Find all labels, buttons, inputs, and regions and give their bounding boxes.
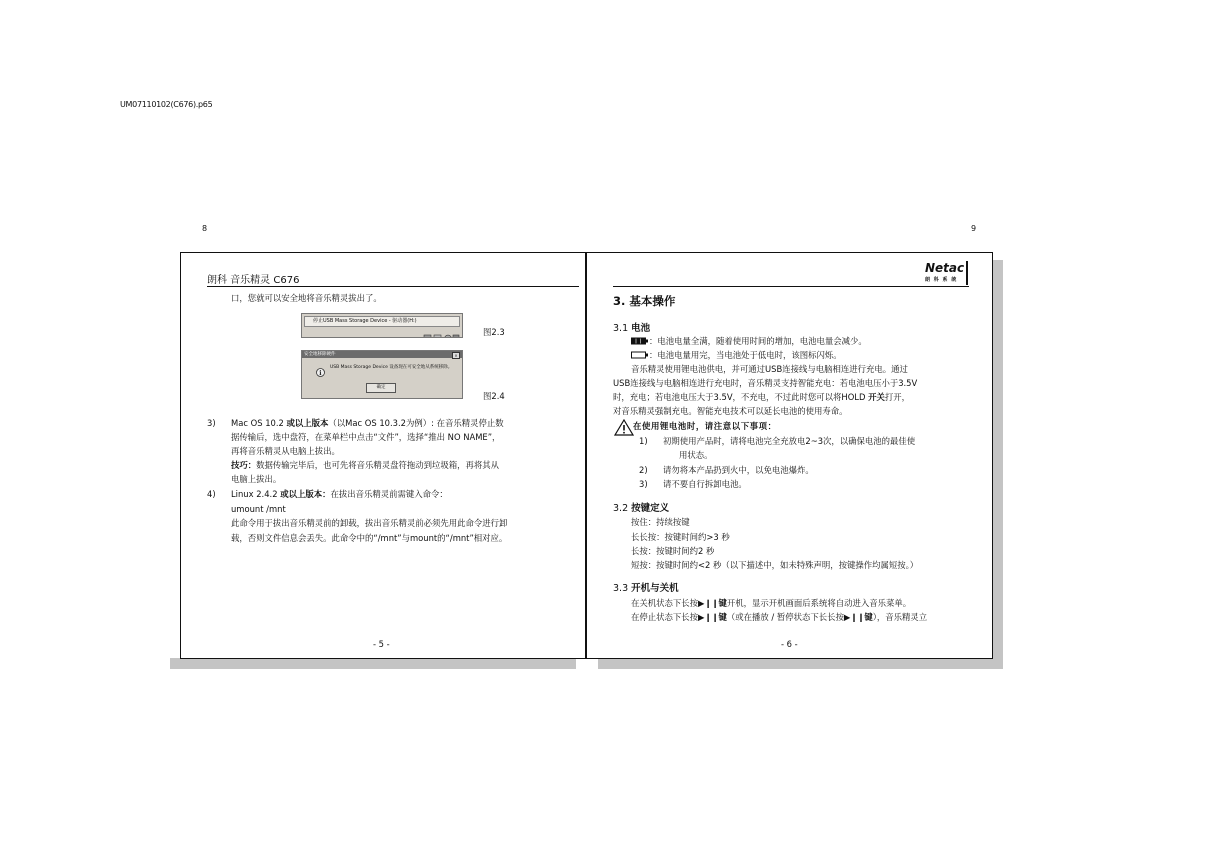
- dialog-title-bar: [302, 351, 462, 358]
- dialog-ok-button: 确定: [366, 383, 396, 393]
- item-4-line-3: 此命令用于拔出音乐精灵前的卸载，拔出音乐精灵前必须先用此命令进行卸: [231, 518, 508, 528]
- running-header: 朗科 音乐精灵 C676: [207, 275, 300, 286]
- warning-3-text: 请不要自行拆卸电池。: [663, 479, 747, 489]
- key-extra-long-press-definition: 长长按：按键时间约>3 秒: [631, 532, 730, 542]
- right-page-shadow-side: [993, 260, 1003, 669]
- key-long-press-definition: 长按：按键时间约2 秒: [631, 546, 715, 556]
- right-page-shadow: [598, 658, 1003, 669]
- warning-icon: [614, 419, 634, 436]
- battery-paragraph-line-2: USB连接线与电脑相连进行充电时，音乐精灵支持智能充电：若电池电压小于3.5V: [613, 378, 918, 388]
- dialog-message: USB Mass Storage Device 设备现在可安全地从系统移除。: [330, 365, 453, 370]
- battery-paragraph-line-3: 时，充电；若电池电压大于3.5V，不充电，不过此时您可以将HOLD 开关打开，: [613, 392, 910, 402]
- section-3-2-heading: 3.2 按键定义: [613, 503, 670, 514]
- play-pause-icon: ▶❙❙: [843, 612, 865, 622]
- right-header-rule: [613, 286, 969, 287]
- header-rule: [207, 286, 579, 287]
- battery-paragraph-line-4: 对音乐精灵强制充电。智能充电技术可以延长电池的使用寿命。: [613, 406, 848, 416]
- item-3-line-5: 电脑上拔出。: [231, 474, 282, 484]
- power-off-line: 在停止状态下长按▶❙❙键（或在播放 / 暂停状态下长长按▶❙❙键），音乐精灵立: [631, 612, 928, 622]
- section-title: 3. 基本操作: [613, 294, 676, 308]
- stop-device-balloon: 停止USB Mass Storage Device - 驱动器(H:): [304, 316, 460, 327]
- battery-warning-heading: 在使用锂电池时，请注意以下事项：: [633, 421, 777, 431]
- item-3-number: 3): [207, 418, 216, 428]
- figure-2-3-image: [301, 313, 463, 338]
- power-on-line: 在关机状态下长按▶❙❙键开机，显示开机画面后系统将自动进入音乐菜单。: [631, 598, 912, 608]
- netac-logo: Netac 朗 科 系 统: [925, 261, 965, 283]
- warning-2-number: 2): [639, 465, 648, 475]
- battery-full-icon: [631, 337, 649, 345]
- figure-2-4-image: [301, 350, 463, 399]
- play-pause-icon: ▶❙❙: [698, 598, 719, 608]
- item-3-line-2: 据传输后，选中盘符，在菜单栏中点击“文件”，选择“推出 NO NAME”，: [231, 432, 501, 442]
- item-3-tip: 技巧：数据传输完毕后，也可先将音乐精灵盘符拖动到垃圾箱，再将其从: [231, 460, 499, 470]
- item-3-line-3: 再将音乐精灵从电脑上拔出。: [231, 446, 340, 456]
- right-page: [586, 252, 993, 659]
- battery-full-line: ：电池电量全满，随着使用时间的增加，电池电量会减少。: [631, 334, 867, 348]
- figure-2-4-caption: 图2.4: [483, 391, 505, 401]
- dialog-title: 安全地移除硬件: [304, 352, 336, 357]
- right-page-footer: - 6 -: [781, 639, 798, 649]
- battery-empty-icon: [631, 351, 649, 359]
- svg-text:i: i: [319, 370, 322, 377]
- section-3-1-heading: 3.1 电池: [613, 323, 651, 334]
- play-pause-icon: ▶❙❙: [698, 612, 719, 622]
- item-4-command: umount /mnt: [231, 504, 286, 514]
- dialog-close-icon: ×: [452, 352, 460, 359]
- warning-1-text: 初期使用产品时，请将电池完全充放电2~3次，以确保电池的最佳使: [663, 436, 916, 446]
- figure-2-3-caption: 图2.3: [483, 327, 505, 337]
- tray-icons: [422, 328, 460, 337]
- battery-empty-line: ：电池电量用完，当电池处于低电时，该图标闪烁。: [631, 348, 842, 362]
- left-page-shadow: [170, 658, 576, 669]
- right-page-number: 9: [971, 224, 977, 233]
- warning-1-number: 1): [639, 436, 648, 446]
- item-4-number: 4): [207, 489, 216, 499]
- logo-bar: [966, 261, 968, 285]
- left-page-number: 8: [202, 224, 208, 233]
- file-identifier: UM07110102(C676).p65: [120, 100, 213, 109]
- info-icon: [316, 362, 325, 377]
- section-3-3-heading: 3.3 开机与关机: [613, 583, 679, 594]
- warning-2-text: 请勿将本产品扔到火中，以免电池爆炸。: [663, 465, 814, 475]
- item-4-line-4: 载，否则文件信息会丢失。此命令中的“/mnt”与mount的“/mnt”相对应。: [231, 533, 508, 543]
- key-hold-definition: 按住：持续按键: [631, 517, 690, 527]
- left-page: [180, 252, 586, 659]
- warning-1-continued: 用状态。: [679, 450, 713, 460]
- intro-line: 口，您就可以安全地将音乐精灵拔出了。: [231, 293, 382, 303]
- item-4-line-1: Linux 2.4.2 或以上版本：在拔出音乐精灵前需键入命令：: [231, 489, 448, 499]
- key-short-press-definition: 短按：按键时间约<2 秒（以下描述中，如未特殊声明，按键操作均属短按。）: [631, 560, 919, 570]
- battery-paragraph-line-1: 音乐精灵使用锂电池供电，并可通过USB连接线与电脑相连进行充电。通过: [631, 364, 908, 374]
- item-3-line-1: Mac OS 10.2 或以上版本（以Mac OS 10.3.2为例）: 在音乐精灵停止数: [231, 418, 504, 428]
- left-page-footer: - 5 -: [373, 639, 390, 649]
- warning-3-number: 3): [639, 479, 648, 489]
